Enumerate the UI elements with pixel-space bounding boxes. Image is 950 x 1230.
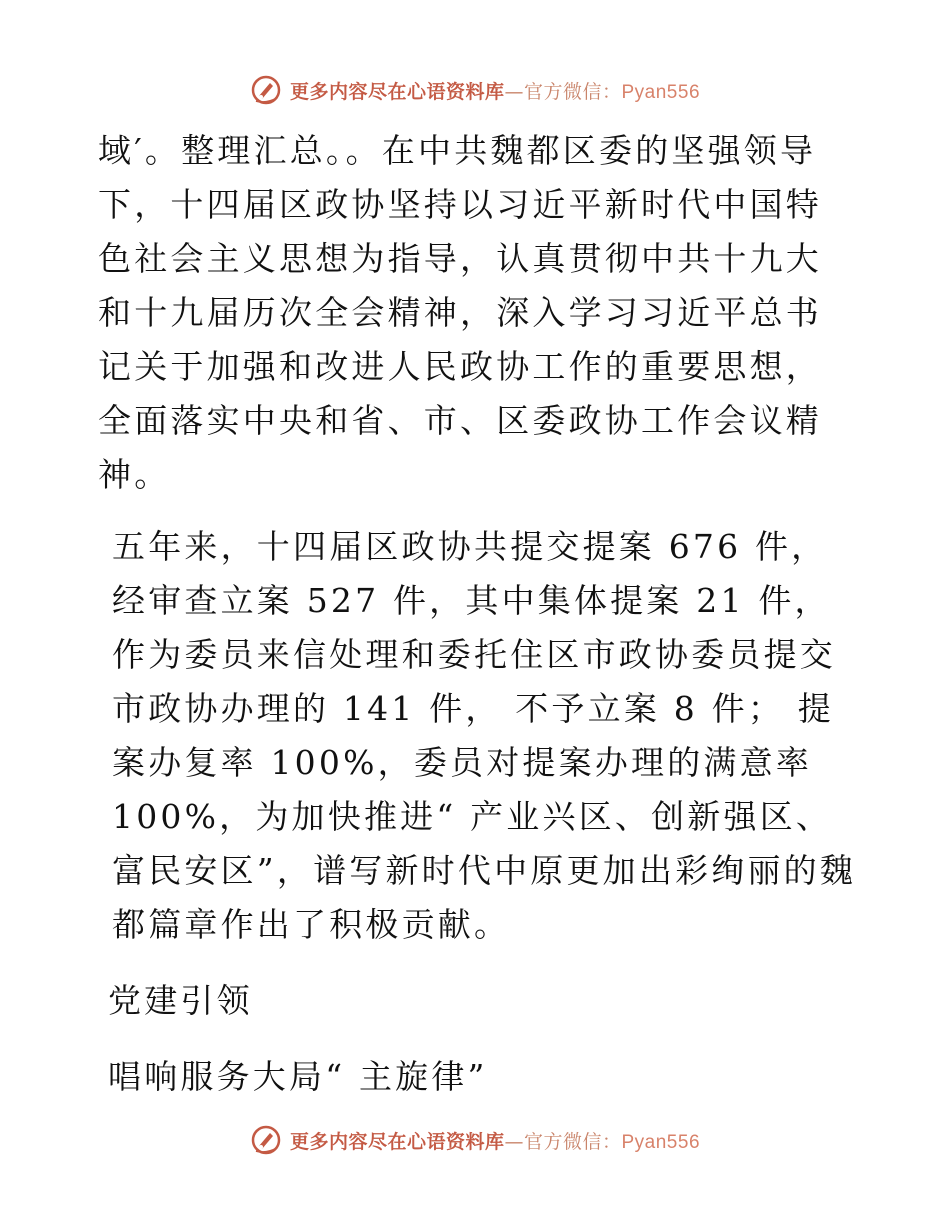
- watermark-wechat-id: Pyan556: [621, 81, 701, 103]
- watermark-sub-bottom: 官方微信：: [523, 1130, 622, 1153]
- paragraph-2: 五年来，十四届区政协共提交提案 676 件，经审查立案 527 件，其中集体提案 21 件，作为委员来信处理和委托住区市政协委员提交市政协办理的 141 件， 不予立案 8 件； 提案办复率 100%，委员对提案办理的满意率 100%，为加快推进“ 产业兴区、创新强区、富民安区”，谱写新时代中原更加出彩绚丽的魏都篇章作出了积极贡献。: [112, 527, 857, 944]
- pen-logo-icon: [250, 74, 282, 106]
- header-watermark: [0, 70, 950, 110]
- watermark-separator-bottom: —: [504, 1130, 524, 1153]
- watermark-sub: 官方微信：: [523, 80, 622, 103]
- section-heading-2: 唱响服务大局“ 主旋律”: [108, 1057, 488, 1096]
- watermark-separator: —: [504, 80, 524, 103]
- watermark-group-bottom: [250, 1124, 700, 1156]
- section-heading-1: 党建引领: [108, 981, 253, 1020]
- footer-watermark: [0, 1120, 950, 1160]
- pen-logo-icon: [250, 1124, 282, 1156]
- watermark-main: 更多内容尽在心语资料库: [289, 80, 505, 103]
- document-body: [98, 124, 858, 1104]
- watermark-main-bottom: 更多内容尽在心语资料库: [289, 1130, 505, 1153]
- watermark-group: [250, 74, 700, 106]
- watermark-text: [290, 77, 700, 104]
- watermark-wechat-id-bottom: Pyan556: [621, 1131, 701, 1153]
- paragraph-1: 域′。整理汇总。。在中共魏都区委的坚强领导下，十四届区政协坚持以习近平新时代中国特色社会主义思想为指导，认真贯彻中共十九大和十九届历次全会精神，深入学习习近平总书记关于加强和改进人民政协工作的重要思想，全面落实中央和省、市、区委政协工作会议精神。: [98, 131, 822, 494]
- watermark-text-bottom: [290, 1127, 700, 1154]
